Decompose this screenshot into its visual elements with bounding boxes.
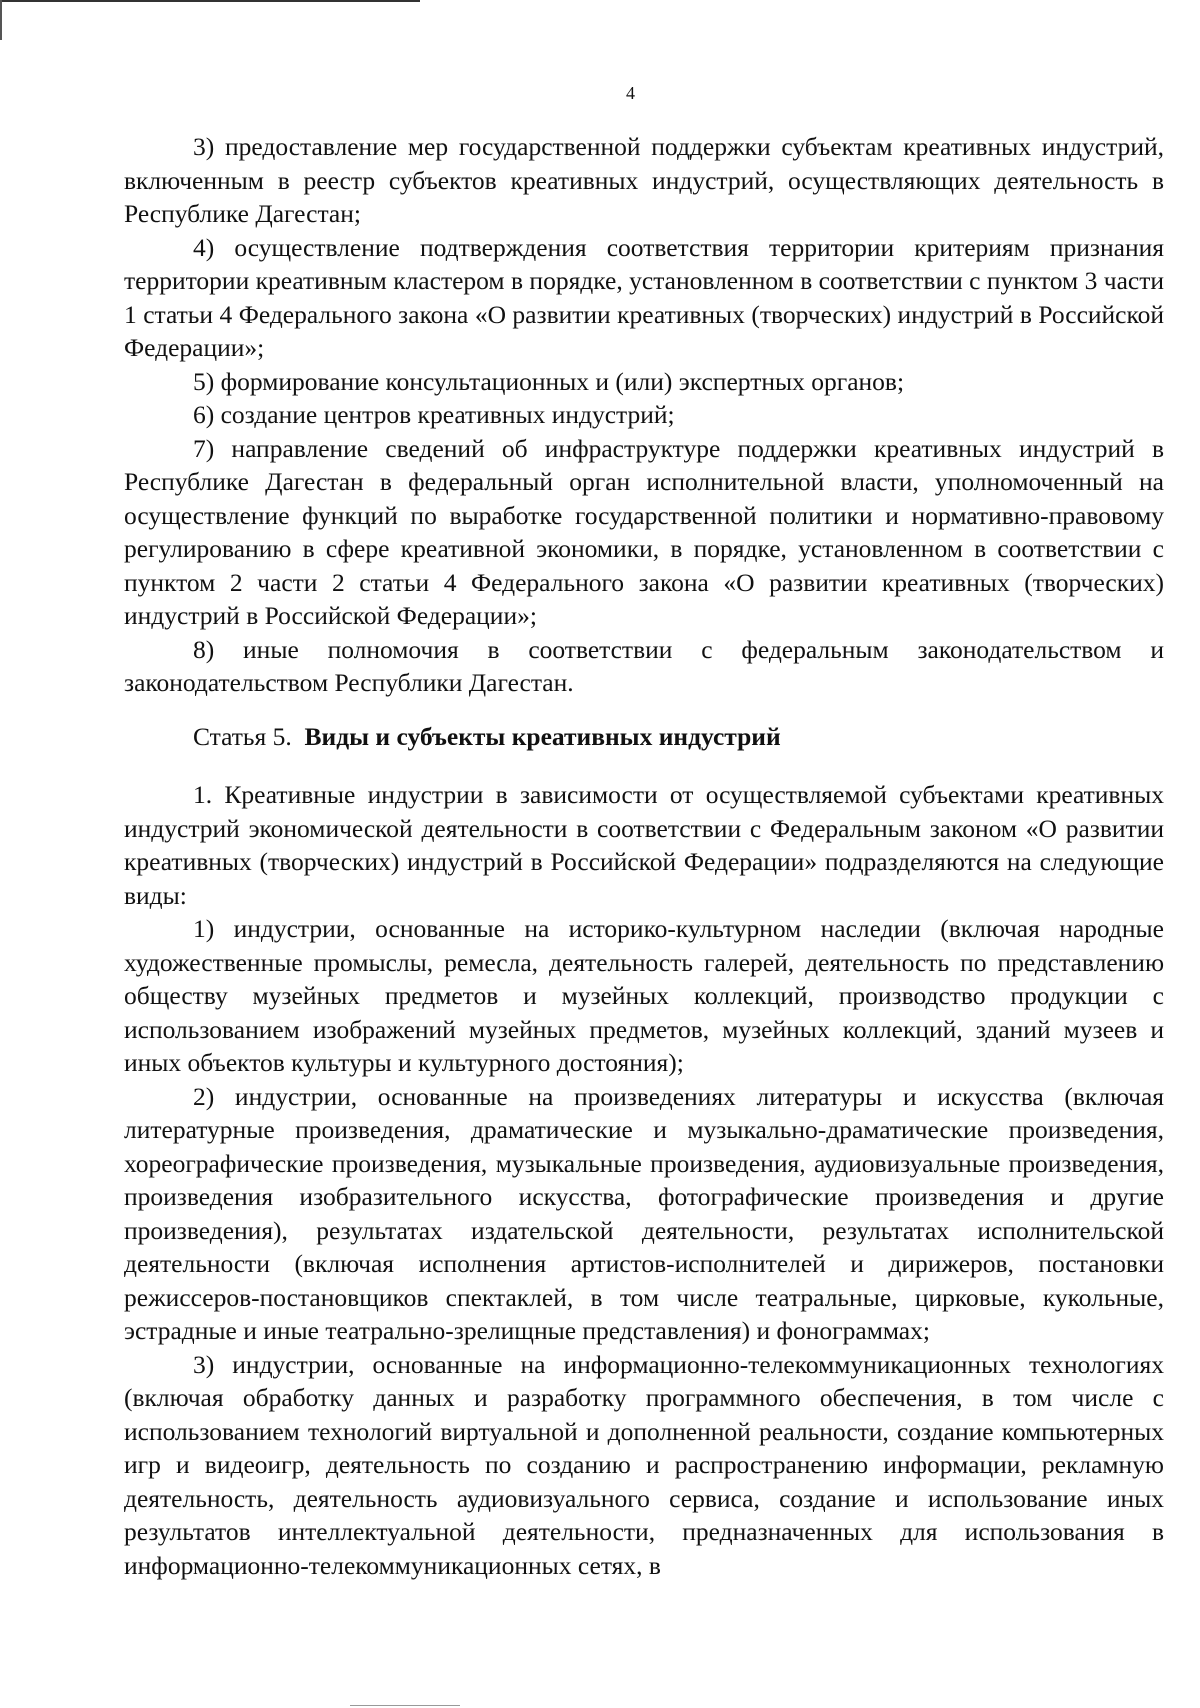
clause-1-item-1: 1) индустрии, основанные на историко-культурном наследии (включая народные художественные промыслы, ремесла, деятельность галерей, деятельность по представлению обществу музейных предметов и музейных коллекций, производство продукции с использованием изображений музейных предметов, музейных коллекций, зданий музеев и иных объектов культуры и культурного достояния); bbox=[124, 914, 1164, 1077]
paragraph-item-7: 7) направление сведений об инфраструктуре поддержки креативных индустрий в Республике Дагестан в федеральный орган исполнительной власти, уполномоченный на осуществление функций по выработке государственной политики и нормативно-правовому регулированию в сфере креативной экономики, в порядке, установленном в соответствии с пунктом 2 части 2 статьи 4 Федерального закона «О развитии креативных (творческих) индустрий в Российской Федерации»; bbox=[124, 433, 1164, 630]
paragraph-item-4: 4) осуществление подтверждения соответствия территории критериям признания территории креативным кластером в порядке, установленном в соответствии с пунктом 3 части 1 статьи 4 Федерального закона «О развитии креативных (творческих) индустрий в Российской Федерации»; bbox=[124, 232, 1164, 362]
clause-1-item-2: 2) индустрии, основанные на произведениях литературы и искусства (включая литературные произведения, драматические и музыкально-драматические произведения, хореографические произведения, музыкальные произведения, аудиовизуальные произведения, произведения изобразительного искусства, фотографические произведения и другие произведения), результатах издательской деятельности, результатах исполнительской деятельности (включая исполнения артистов-исполнителей и дирижеров, постановки режиссеров-постановщиков спектаклей, в том числе театральные, цирковые, кукольные, эстрадные и иные театрально-зрелищные представления) и фонограммах; bbox=[124, 1081, 1164, 1345]
paragraph-item-8: 8) иные полномочия в соответствии с федеральным законодательством и законодательством Республики Дагестан. bbox=[124, 634, 1164, 697]
article-heading bbox=[124, 720, 1164, 754]
paragraph-item-5: 5) формирование консультационных и (или) экспертных органов; bbox=[193, 366, 905, 396]
clause-1-item-3: 3) индустрии, основанные на информационно-телекоммуникационных технологиях (включая обработку данных и разработку программного обеспечения, в том числе с использованием технологий виртуальной и дополненной реальности, создание компьютерных игр и видеоигр, деятельность по созданию и распространению информации, рекламную деятельность, деятельность аудиовизуального сервиса, создание и использование иных результатов интеллектуальной деятельности, предназначенных для использования в информационно-телекоммуникационных сетях, в bbox=[124, 1349, 1164, 1580]
page-number: 4 bbox=[626, 83, 635, 103]
scan-edge-left bbox=[0, 0, 2, 40]
article-title: Виды и субъекты креативных индустрий bbox=[304, 721, 781, 751]
article-label: Статья 5. bbox=[193, 721, 292, 751]
paragraph-item-6: 6) создание центров креативных индустрий; bbox=[193, 400, 675, 429]
scan-edge-top bbox=[0, 0, 420, 2]
paragraph-item-3: 3) предоставление мер государственной поддержки субъектам креативных индустрий, включенным в реестр субъектов креативных индустрий, осуществляющих деятельность в Республике Дагестан; bbox=[124, 132, 1164, 228]
clause-1: 1. Креативные индустрии в зависимости от осуществляемой субъектами креативных индустрий экономической деятельности в соответствии с Федеральным законом «О развитии креативных (творческих) индустрий в Российской Федерации» подразделяются на следующие виды: bbox=[124, 780, 1164, 910]
scan-edge-bottom bbox=[350, 1705, 460, 1706]
document-body bbox=[124, 130, 1164, 1582]
